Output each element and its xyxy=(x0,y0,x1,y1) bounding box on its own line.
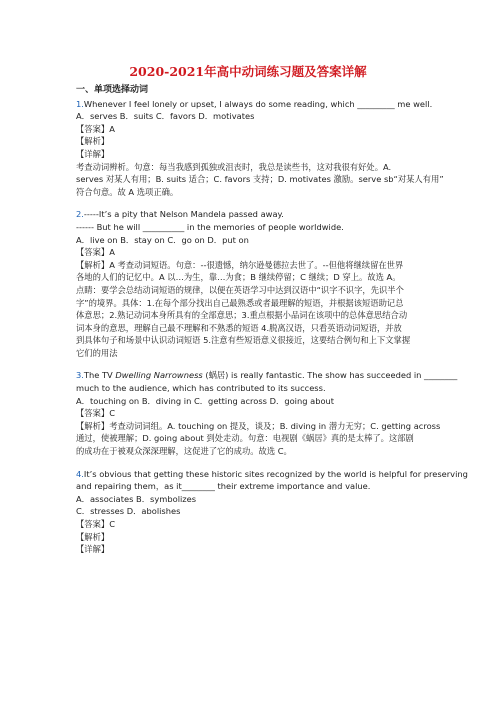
document-body xyxy=(76,84,468,556)
answer-label: 【答案】C xyxy=(76,408,115,419)
analysis-label: 【解析】 xyxy=(76,136,110,147)
question-number: 1. xyxy=(76,98,84,109)
question-text: (蜗居) is really fantastic. The show has succeeded in ________ xyxy=(202,370,458,381)
explanation-line: 体意思；2.熟记动词本身所具有的全部意思；3.重点根据小品词在该项中的总体意思结合动 xyxy=(76,310,408,321)
analysis-label: 【解析】 xyxy=(76,531,110,542)
explanation-line: 字”的境界。具体：1.在每个部分找出自己最熟悉或者最理解的短语，并根据该短语助记总 xyxy=(76,297,404,308)
explanation-line: 【解析】考查动词词组。A. touching on 提及，谈及；B. diving in 潜力无穷；C. getting across xyxy=(76,420,441,431)
question-3-stem xyxy=(76,369,458,382)
question-4-stem xyxy=(76,468,468,481)
question-4-options: C．stresses D．abolishes xyxy=(76,506,181,517)
tv-show-title: Dwelling Narrowness xyxy=(115,370,203,381)
question-2-stem xyxy=(76,208,424,221)
detail-label: 【详解】 xyxy=(76,544,110,555)
detail-label: 【详解】 xyxy=(76,148,110,159)
explanation-line: 它们的用法 xyxy=(76,347,118,358)
answer-label: 【答案】A xyxy=(76,247,115,258)
question-1-stem xyxy=(76,98,433,111)
question-text: and repairing them，as it________ their extreme importance and value. xyxy=(76,481,371,492)
question-text: ------ But he will __________ in the memories of people worldwide. xyxy=(76,221,344,232)
explanation-line: 点睛：要学会总结动词短语的规律，以便在英语学习中达到汉语中“识字不识字，先识半个 xyxy=(76,284,404,295)
answer-label: 【答案】C xyxy=(76,519,115,529)
question-text: The TV xyxy=(83,370,116,381)
explanation-line: 考查动词辨析。句意：每当我感到孤独或沮丧时，我总是读些书，这对我很有好处。A. xyxy=(76,161,392,172)
explanation-line: 各地的人们的记忆中。A 以…为生，靠…为食；B 继续停留；C 继续；D 穿上。故选 A。 xyxy=(76,272,401,283)
explanation-line: 通过，使被理解；D. going about 到处走动。句意：电视剧《蜗居》真的是太棒了。这部剧 xyxy=(76,433,414,444)
question-4-options: A．associates B．symbolizes xyxy=(76,493,197,504)
question-number: 4. xyxy=(76,468,84,479)
explanation-line: serves 对某人有用；B. suits 适合；C. favors 支持；D. motivates 激励。serve sb“对某人有用” xyxy=(76,174,444,185)
question-text: It’s obvious that getting these historic sites recognized by the world is helpful for preserving xyxy=(83,468,468,479)
question-2-options: A．live on B．stay on C．go on D．put on xyxy=(76,234,249,245)
question-1-options: A．serves B．suits C．favors D．motivates xyxy=(76,111,255,122)
question-text: -----It’s a pity that Nelson Mandela passed away. xyxy=(83,209,284,220)
explanation-line: 词本身的意思，理解自己最不理解和不熟悉的短语 4.脱离汉语，只看英语动词短语，并放 xyxy=(76,322,402,333)
explanation-line: 的成功在于被观众深深理解，这促进了它的成功。故选 C。 xyxy=(76,446,292,457)
question-text: much to the audience, which has contributed to its success. xyxy=(76,383,326,394)
page-title: 2020-2021年高中动词练习题及答案详解 xyxy=(129,64,367,79)
question-3-options: A．touching on B．diving in C．getting across D．going about xyxy=(76,395,335,406)
explanation-line: 符合句意。故 A 选项正确。 xyxy=(76,186,179,197)
explanation-line: 【解析】A 考查动词短语。句意：--很遗憾，纳尔逊曼德拉去世了。--但他将继续留在世界 xyxy=(76,259,404,270)
explanation-line: 到具体句子和场景中认识动词短语 5.注意有些短语意义很接近，这要结合例句和上下文掌握 xyxy=(76,335,411,346)
question-text: Whenever I feel lonely or upset, I always do some reading, which _________ me well. xyxy=(83,98,433,109)
question-number: 3. xyxy=(76,370,84,381)
section-heading: 一、单项选择动词 xyxy=(76,85,149,95)
question-number: 2. xyxy=(76,209,84,220)
answer-label: 【答案】A xyxy=(76,123,115,134)
